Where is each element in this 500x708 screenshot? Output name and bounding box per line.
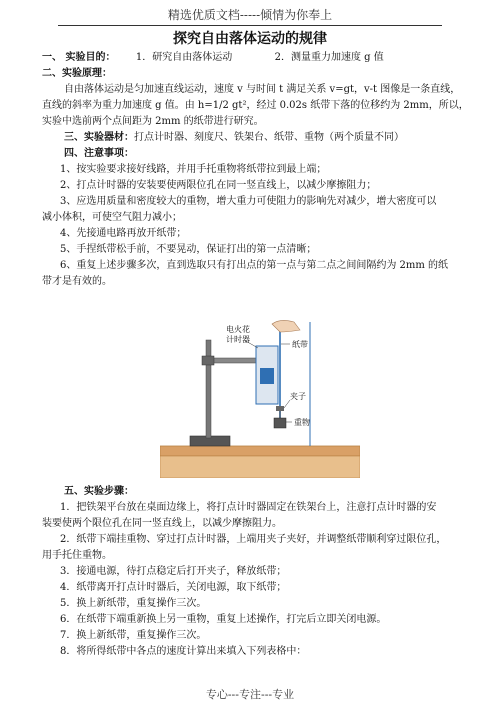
label-timer-1: 电火花: [226, 325, 250, 334]
note-item-6-cont: 带才是有效的。: [42, 276, 112, 287]
page-header: 精选优质文档-----倾情为你奉上: [167, 8, 333, 22]
section-equipment-label: 三、实验器材：: [64, 132, 134, 143]
section-steps-label: 五、实验步骤：: [64, 486, 134, 497]
note-item-3-cont: 减小体积，可使空气阻力减小；: [42, 212, 182, 223]
label-weight: 重物: [294, 418, 310, 427]
purpose-item-1: 1．研究自由落体运动: [135, 52, 233, 63]
header-rule: [58, 25, 442, 26]
purpose-item-2: 2．测量重力加速度 g 值: [274, 52, 384, 63]
content-top: [42, 50, 469, 290]
equipment-row: [42, 130, 462, 146]
weight-block: [274, 418, 286, 428]
table-top: [160, 446, 360, 456]
note-item-2: 2、打点计时器的安装要使两限位孔在同一竖直线上，以减少摩擦阻力；: [60, 180, 377, 191]
clip: [276, 406, 284, 411]
note-item-1: 1、按实验要求接好线路，并用手托重物将纸带拉到最上端；: [60, 164, 327, 175]
leader-clip: [284, 400, 290, 408]
hand-shape: [272, 320, 300, 332]
clamp-knob: [202, 356, 214, 365]
principle-line-3: 实验中选前两个点间距为 2mm 的纸带进行研究。: [42, 116, 264, 127]
page-footer: 专心---专注---专业: [205, 688, 295, 701]
principle-line-2: 直线的斜率为重力加速度 g 值。由 h=1/2 gt²，经过 0.02s 纸带下落的位移约为 2mm，所以，: [42, 100, 469, 111]
section-principle-label: 二、实验原理：: [42, 68, 112, 79]
table-front: [160, 456, 360, 478]
note-item-5: 5、手捏纸带松手前，不要晃动，保证打出的第一点清晰；: [60, 244, 317, 255]
stand-rod: [206, 340, 211, 438]
step-line-5: 5．换上新纸带，重复操作三次。: [60, 598, 207, 609]
step-line-3: 3．接通电源，待打点稳定后打开夹子，释放纸带；: [60, 566, 287, 577]
document-title: 探究自由落体运动的规律: [173, 31, 327, 47]
step-line-8: 8．将所得纸带中各点的速度计算出来填入下列表格中：: [60, 646, 307, 657]
section-notes-label: 四、注意事项：: [64, 148, 134, 159]
content-bottom: [42, 484, 462, 660]
section-purpose-label: 一、 实验目的：: [42, 52, 116, 63]
step-line-2: 2．纸带下端挂重物、穿过打点计时器，上端用夹子夹好，并调整纸带顺利穿过限位孔，: [60, 534, 447, 545]
purpose-row: [42, 50, 462, 66]
apparatus-diagram: [160, 318, 360, 478]
note-item-3: 3、应选用质量和密度较大的重物，增大重力可使阻力的影响先对减少，增大密度可以: [60, 196, 437, 207]
step-line-6: 6．在纸带下端重新换上另一重物，重复上述操作，打完后立即关闭电源。: [60, 614, 387, 625]
note-item-6: 6、重复上述步骤多次，直到选取只有打出点的第一点与第二点之间间隔约为 2mm 的纸: [60, 260, 449, 271]
label-tape: 纸带: [292, 340, 308, 349]
step-line-1: 1．把铁架平台放在桌面边缘上，将打点计时器固定在铁架台上，注意打点计时器的安: [60, 502, 437, 513]
principle-line-1: 自由落体运动是匀加速直线运动，速度 v 与时间 t 满足关系 v=gt，v-t 图像是一条直线，: [64, 84, 461, 95]
timer-front: [260, 368, 274, 384]
label-timer-2: 计时器: [226, 335, 250, 344]
step-line-2-cont: 用手托住重物。: [42, 550, 112, 561]
note-item-4: 4、先接通电路再放开纸带；: [60, 228, 187, 239]
label-clip: 夹子: [290, 392, 306, 401]
equipment-text: 打点计时器、刻度尺、铁架台、纸带、重物（两个质量不同）: [134, 132, 404, 143]
step-line-1-cont: 装要使两个限位孔在同一竖直线上，以减少摩擦阻力。: [42, 518, 282, 529]
step-line-7: 7．换上新纸带，重复操作三次。: [60, 630, 207, 641]
step-line-4: 4．纸带离开打点计时器后，关闭电源，取下纸带；: [60, 582, 287, 593]
